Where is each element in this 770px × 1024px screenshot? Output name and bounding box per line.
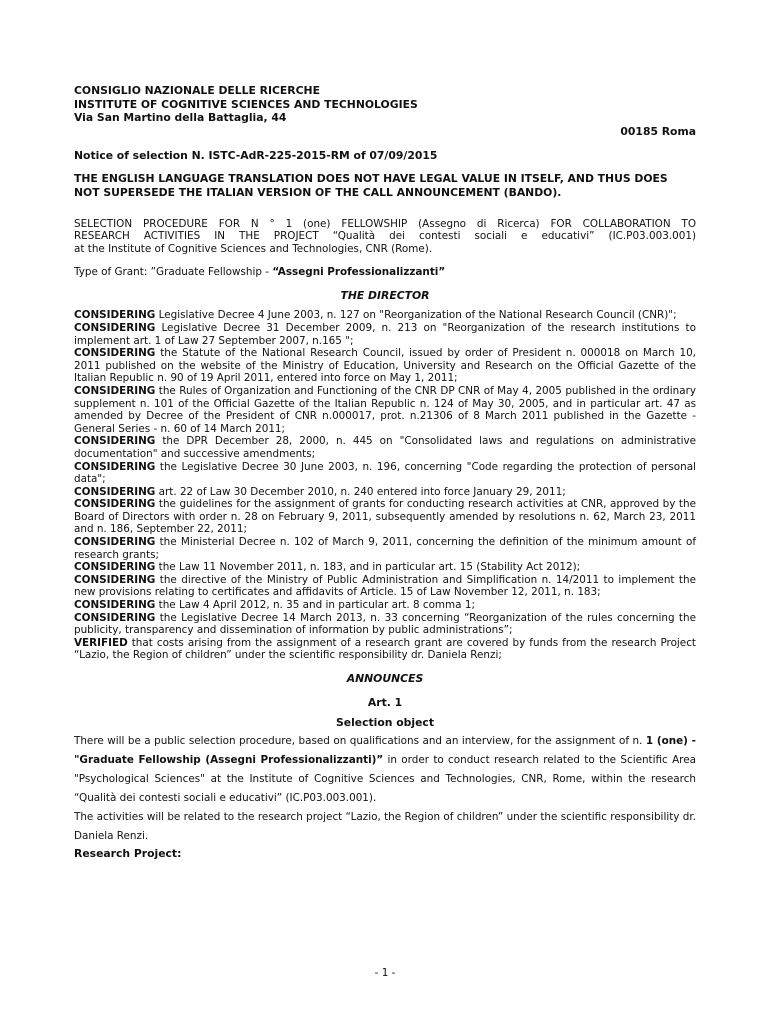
consideration-keyword: CONSIDERING bbox=[74, 321, 156, 334]
consideration-keyword: CONSIDERING bbox=[74, 309, 156, 322]
consideration-item bbox=[74, 309, 696, 322]
procedure-line: RESEARCH ACTIVITIES IN THE PROJECT “Qualità dei contesti sociali e educativi” (IC.P03.003.001) bbox=[74, 230, 696, 243]
paragraph-text: There will be a public selection procedure, based on qualifications and an interview, for the assignment of n. bbox=[74, 735, 646, 748]
notice-title: Notice of selection N. ISTC-AdR-225-2015-RM of 07/09/2015 bbox=[74, 149, 438, 162]
consideration-item bbox=[74, 461, 696, 486]
article-paragraph bbox=[74, 732, 696, 808]
consideration-item bbox=[74, 322, 696, 347]
grant-type-prefix: Type of Grant: ”Graduate Fellowship - bbox=[74, 265, 273, 278]
article-subtitle: Selection object bbox=[336, 716, 434, 730]
grant-type-name: “Assegni Professionalizzanti” bbox=[272, 265, 446, 278]
consideration-text: that costs arising from the assignment of a research grant are covered by funds from the research Project “Lazio, the Region of children” under the scientific responsibility dr. Daniela Renzi; bbox=[74, 636, 696, 662]
translation-disclaimer: THE ENGLISH LANGUAGE TRANSLATION DOES NOT HAVE LEGAL VALUE IN ITSELF, AND THUS DOES NOT SUPERSEDE THE ITALIAN VERSION OF THE CALL ANNOUNCEMENT (BANDO). bbox=[74, 172, 668, 199]
consideration-keyword: CONSIDERING bbox=[74, 498, 156, 511]
consideration-keyword: CONSIDERING bbox=[74, 347, 156, 360]
consideration-text: the Legislative Decree 14 March 2013, n. 33 concerning “Reorganization of the rules concerning the publicity, transparency and dissemination of information by public administrations”; bbox=[74, 611, 696, 637]
consideration-item bbox=[74, 574, 696, 599]
page-number: - 1 - bbox=[374, 967, 396, 979]
institute-address: Via San Martino della Battaglia, 44 bbox=[74, 111, 287, 124]
paragraph-text: in order to conduct research related to the Scientific Area "Psychological Sciences" at the Institute of Cognitive Sciences and Technologies, CNR, Rome, within the research “Qualità dei contesti sociali e educativi” (IC.P03.003.001). bbox=[74, 754, 696, 805]
consideration-keyword: CONSIDERING bbox=[74, 384, 156, 397]
consideration-text: the Rules of Organization and Functioning of the CNR DP CNR of May 4, 2005 published in the ordinary supplement n. 101 of the Official Gazette of the Italian Republic n. 124 of May 30, 2005, and in particular art. 47 as amended by Decree of the President of CNR n.000017, prot. n.21306 of 8 March 2011 published in the Gazette - General Series - n. 60 of 14 March 2011; bbox=[74, 384, 696, 435]
consideration-keyword: CONSIDERING bbox=[74, 611, 156, 624]
consideration-text: the Law 11 November 2011, n. 183, and in particular art. 15 (Stability Act 2012); bbox=[155, 561, 581, 574]
consideration-text: the DPR December 28, 2000, n. 445 on "Consolidated laws and regulations on administrative documentation" and successive amendments; bbox=[74, 435, 696, 460]
consideration-keyword: CONSIDERING bbox=[74, 573, 156, 586]
consideration-item bbox=[74, 347, 696, 385]
consideration-item bbox=[74, 435, 696, 460]
consideration-item bbox=[74, 385, 696, 435]
article-body bbox=[74, 732, 696, 846]
institute-name: INSTITUTE OF COGNITIVE SCIENCES AND TECHNOLOGIES bbox=[74, 97, 418, 111]
grant-type bbox=[74, 266, 696, 279]
consideration-item bbox=[74, 561, 696, 574]
fellowship-bold: 1 (one) - "Graduate Fellowship (Assegni Professionalizzanti)” bbox=[74, 735, 696, 767]
consideration-text: the Law 4 April 2012, n. 35 and in particular art. 8 comma 1; bbox=[155, 599, 475, 612]
consideration-keyword: CONSIDERING bbox=[74, 561, 156, 574]
consideration-item bbox=[74, 612, 696, 637]
consideration-text: the directive of the Ministry of Public Administration and Simplification n. 14/2011 to implement the new provisions relating to certificates and affidavits of Article. 15 of Law November 12, 2011, n. 183; bbox=[74, 573, 696, 599]
consideration-item bbox=[74, 498, 696, 536]
consideration-text: Legislative Decree 31 December 2009, n. 213 on "Reorganization of the research institutions to implement art. 1 of Law 27 September 2007, n.165 "; bbox=[74, 321, 696, 347]
consideration-item bbox=[74, 599, 696, 612]
announces-heading: ANNOUNCES bbox=[346, 672, 424, 686]
consideration-keyword: CONSIDERING bbox=[74, 485, 156, 498]
consideration-keyword: CONSIDERING bbox=[74, 599, 156, 612]
considerations-list bbox=[74, 309, 696, 662]
consideration-text: art. 22 of Law 30 December 2010, n. 240 entered into force January 29, 2011; bbox=[155, 485, 566, 498]
selection-procedure bbox=[74, 218, 696, 255]
consideration-item bbox=[74, 637, 696, 662]
article-title: Art. 1 bbox=[367, 696, 403, 710]
consideration-item bbox=[74, 486, 696, 499]
procedure-line: at the Institute of Cognitive Sciences and Technologies, CNR (Rome). bbox=[74, 242, 433, 255]
director-heading: THE DIRECTOR bbox=[340, 289, 430, 303]
institute-city: 00185 Roma bbox=[620, 124, 696, 138]
consideration-text: Legislative Decree 4 June 2003, n. 127 on "Reorganization of the National Research Council (CNR)"; bbox=[155, 309, 677, 322]
consideration-keyword: VERIFIED bbox=[74, 636, 128, 649]
consideration-text: the Statute of the National Research Council, issued by order of President n. 000018 on March 10, 2011 published on the website of the Ministry of Education, University and Research on the Official Gazette of the Italian Republic n. 90 of 19 April 2011, entered into force on May 1, 2011; bbox=[74, 347, 696, 385]
consideration-keyword: CONSIDERING bbox=[74, 536, 156, 549]
consideration-text: the guidelines for the assignment of grants for conducting research activities at CNR, approved by the Board of Directors with order n. 28 on February 9, 2011, subsequently amended by resolutions n. 62, March 23, 2011 and n. 186, September 22, 2011; bbox=[74, 498, 696, 536]
consideration-keyword: CONSIDERING bbox=[74, 435, 156, 448]
institution-name: CONSIGLIO NAZIONALE DELLE RICERCHE bbox=[74, 84, 320, 97]
research-project-label: Research Project: bbox=[74, 847, 182, 861]
article-paragraph: The activities will be related to the research project “Lazio, the Region of children” under the scientific responsibility dr. Daniela Renzi. bbox=[74, 811, 696, 843]
consideration-keyword: CONSIDERING bbox=[74, 460, 156, 473]
consideration-item bbox=[74, 536, 696, 561]
consideration-text: the Legislative Decree 30 June 2003, n. 196, concerning "Code regarding the protection of personal data"; bbox=[74, 460, 696, 486]
procedure-line: SELECTION PROCEDURE FOR N ° 1 (one) FELLOWSHIP (Assegno di Ricerca) FOR COLLABORATION TO bbox=[74, 218, 696, 230]
document-page bbox=[74, 84, 696, 860]
consideration-text: the Ministerial Decree n. 102 of March 9, 2011, concerning the definition of the minimum amount of research grants; bbox=[74, 536, 696, 561]
